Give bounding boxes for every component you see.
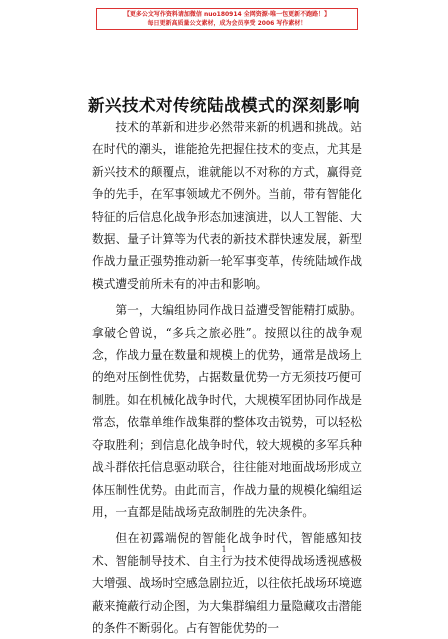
paragraph-first-point: 第一，大编组协同作战日益遭受智能精打威胁。拿破仑曾说，“多兵之旅必胜”。按照以往的战争观念，作战力量在数量和规模上的优势，通常是战场上的绝对压倒性优势，占据数量优势一方无须技巧便可制胜。如在机械化战争时代，大规模军团协同作战是常态，依靠单维作战集群的整体攻击锐势，可以轻松夺取胜利；到信息化战争时代，较大规模的多军兵种战斗群依托信息驱动联合，往往能对地面战场形成立体压制性优势。由此而言，作战力量的规模化编组运用，一直都是陆战场克敌制胜的先决条件。 (92, 303, 362, 519)
paragraph-continuation: 但在初露端倪的智能化战争时代，智能感知技术、智能制导技术、自主行为技术使得战场透视感极大增强、战场时空感急剧拉近，以往依托战场环境遮蔽来掩蔽行动企图，为大集群编组力量隐藏攻击潜能的条件不断弱化。占有智能优势的一 (92, 531, 362, 635)
document-body (92, 116, 362, 639)
promo-banner-line2: 每日更新高质量公文素材，成为会员享受 2006 写作素材！ (147, 20, 307, 27)
page-number: 1 (221, 545, 227, 554)
paragraph-intro: 技术的革新和进步必然带来新的机遇和挑战。站在时代的潮头，谁能抢先把握住技术的变点，尤其是新兴技术的颠覆点，谁就能以不对称的方式，赢得竞争的先手，在军事领域尤不例外。当前，带有智能化特征的后信息化战争形态加速演进，以人工智能、大数据、量子计算等为代表的新技术群快速发展，新型作战力量正强势推动新一轮军事变革，传统陆域作战模式遭受前所未有的冲击和影响。 (92, 120, 362, 291)
promo-banner-line1: 【更多公文写作资料请加微信 nuo180914 全网资源·唯一包更新不跑路！】 (123, 11, 331, 18)
document-title: 新兴技术对传统陆战模式的深刻影响 (88, 96, 360, 115)
promo-banner (96, 8, 358, 30)
